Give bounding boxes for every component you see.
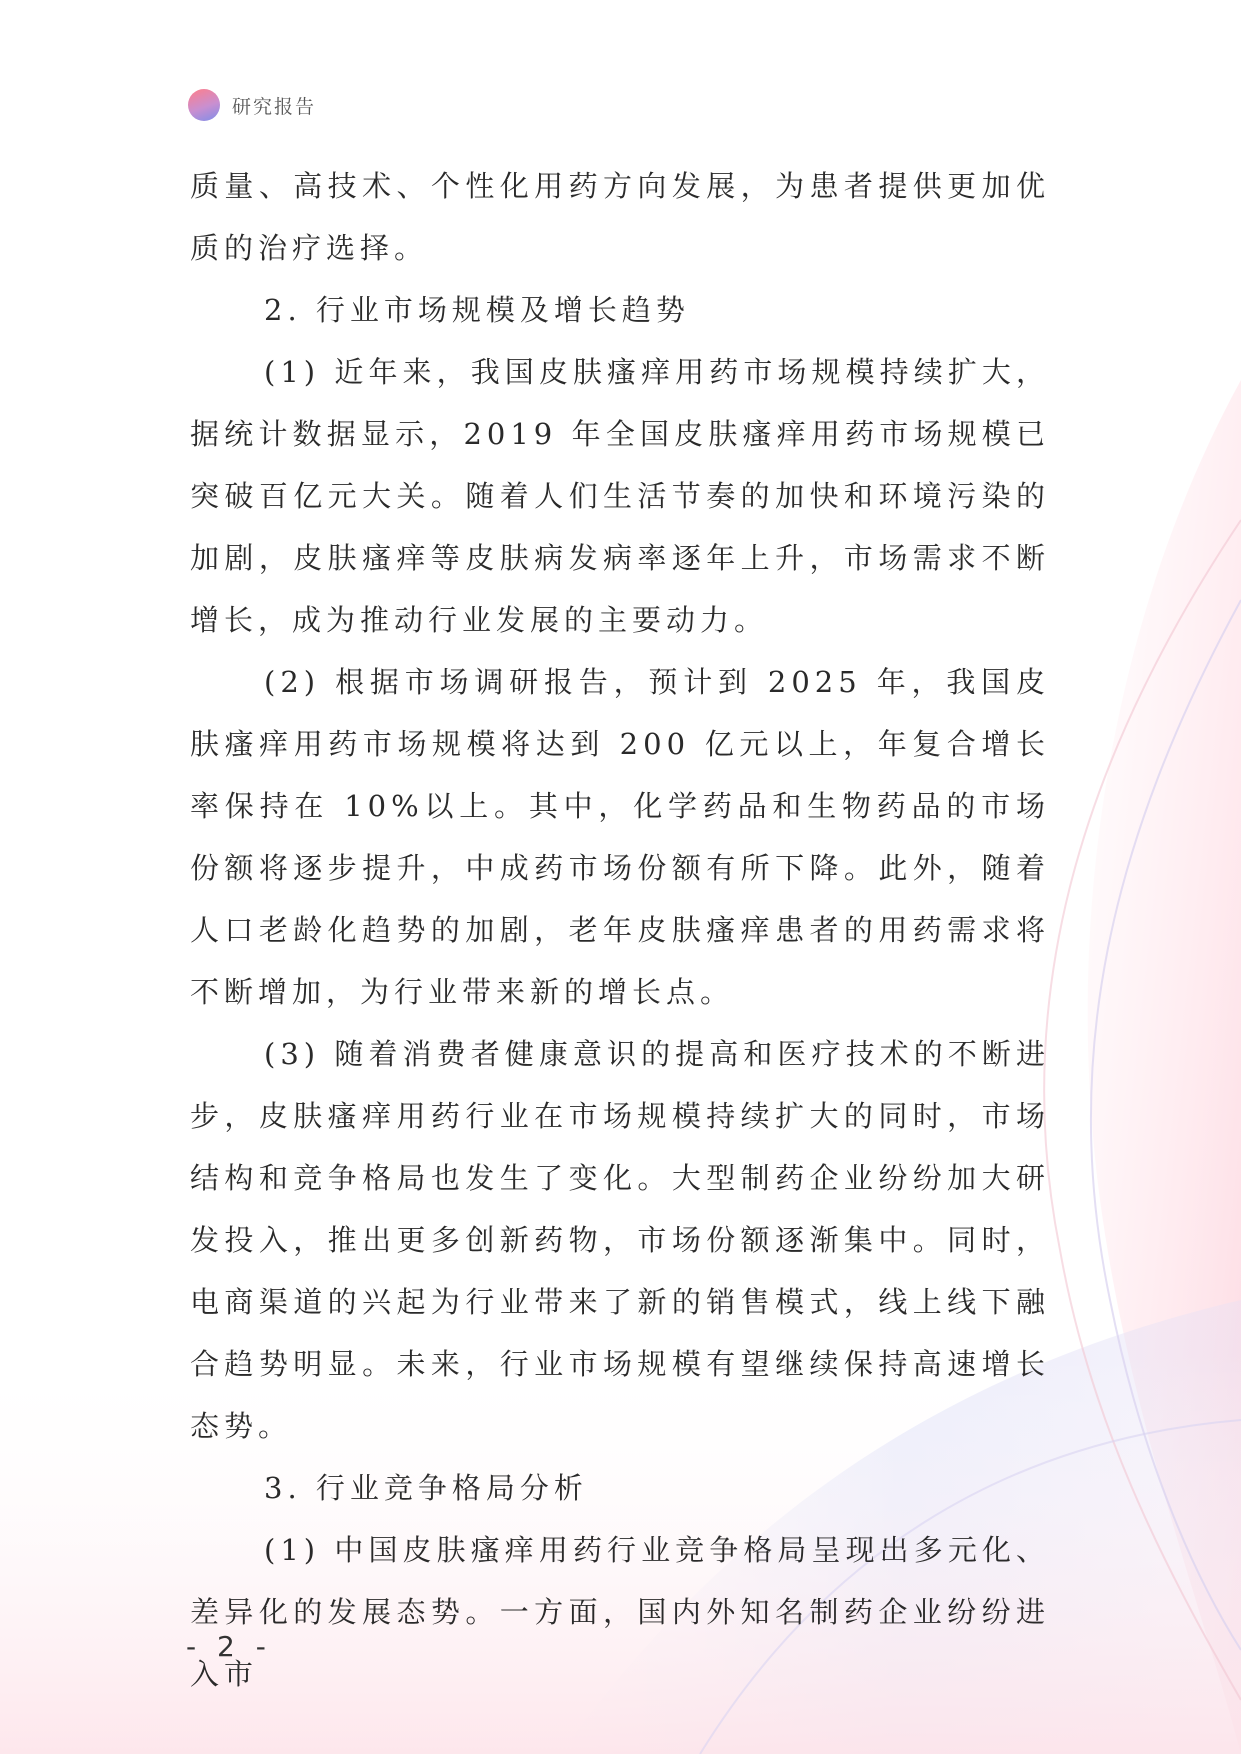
paragraph-3-1: (1) 中国皮肤瘙痒用药行业竞争格局呈现出多元化、差异化的发展态势。一方面，国内外知名制药企业纷纷进入市 <box>190 1533 1050 1691</box>
paragraph-continued: 质量、高技术、个性化用药方向发展，为患者提供更加优质的治疗选择。 <box>190 169 1050 265</box>
report-header-title: 研究报告 <box>232 95 317 118</box>
report-logo-icon <box>188 89 220 121</box>
report-header <box>188 88 316 122</box>
paragraph-2-3: (3) 随着消费者健康意识的提高和医疗技术的不断进步，皮肤瘙痒用药行业在市场规模持续扩大的同时，市场结构和竞争格局也发生了变化。大型制药企业纷纷加大研发投入，推出更多创新药物，市场份额逐渐集中。同时，电商渠道的兴起为行业带来了新的销售模式，线上线下融合趋势明显。未来，行业市场规模有望继续保持高速增长态势。 <box>190 1037 1050 1443</box>
document-body <box>190 155 1050 1705</box>
section-heading-3: 3. 行业竞争格局分析 <box>264 1471 588 1505</box>
page-number: - 2 - <box>186 1630 272 1663</box>
section-heading-2: 2. 行业市场规模及增长趋势 <box>264 293 690 327</box>
paragraph-2-2: (2) 根据市场调研报告，预计到 2025 年，我国皮肤瘙痒用药市场规模将达到 200 亿元以上，年复合增长率保持在 10%以上。其中，化学药品和生物药品的市场份额将逐步提升，中成药市场份额有所下降。此外，随着人口老龄化趋势的加剧，老年皮肤瘙痒患者的用药需求将不断增加，为行业带来新的增长点。 <box>190 665 1050 1009</box>
paragraph-2-1: (1) 近年来，我国皮肤瘙痒用药市场规模持续扩大，据统计数据显示，2019 年全国皮肤瘙痒用药市场规模已突破百亿元大关。随着人们生活节奏的加快和环境污染的加剧，皮肤瘙痒等皮肤病发病率逐年上升，市场需求不断增长，成为推动行业发展的主要动力。 <box>190 355 1050 637</box>
